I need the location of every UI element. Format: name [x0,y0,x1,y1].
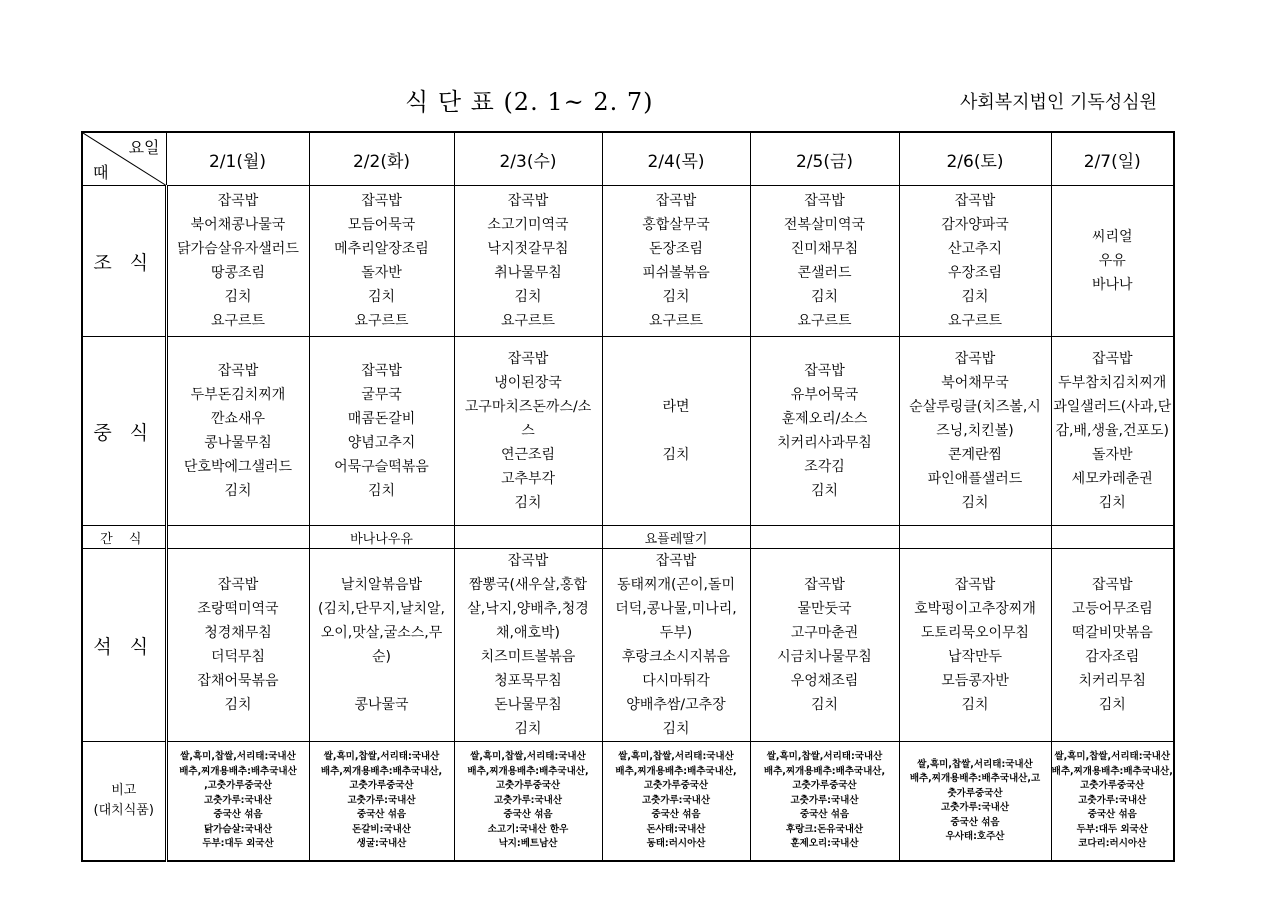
menu-item: 유부어묵국 [790,387,859,403]
snack-cell [899,526,1051,549]
meal-label-breakfast: 조 식 [82,186,166,337]
breakfast-cell [309,186,454,337]
day-header: 2/6(토) [899,132,1051,186]
dinner-cell [166,549,309,742]
corner-day-label: 요일 [128,138,160,157]
note-label-line: 비고 [111,783,137,798]
breakfast-cell [1051,186,1174,337]
menu-item: 스 [521,423,535,439]
breakfast-cell [750,186,899,337]
menu-item: 오이,맛살,굴소스,무 [320,625,443,641]
menu-item: 청경채무침 [204,625,272,641]
menu-item: 돌자반 [1091,447,1133,463]
menu-item: 김치 [961,495,989,511]
menu-item: 납작만두 [947,649,1003,665]
corner-cell [82,132,166,186]
menu-item: 모듬콩자반 [941,673,1009,689]
menu-item: 더덕,콩나물,미나리, [615,601,737,617]
menu-item: 산고추지 [947,241,1003,257]
menu-item: 잡곡밥 [217,193,259,209]
menu-item: 요구르트 [947,313,1003,329]
menu-item: 콘계란찜 [947,447,1003,463]
menu-item: 돈장조림 [648,241,704,257]
menu-item: 쌀,흑미,찹쌀,서리태:국내산 [917,758,1033,770]
menu-item: 닭가슴살:국내산 [203,823,273,835]
menu-item: 돈갈비:국내산 [352,823,411,835]
menu-item: 고구마치즈돈까스/소 [464,399,592,415]
snack-cell: 바나나우유 [309,526,454,549]
menu-item: 요구르트 [354,313,409,329]
menu-item: 잡곡밥 [507,351,549,367]
lunch-cell [750,337,899,526]
menu-item: 순) [372,649,391,665]
day-header: 2/7(일) [1051,132,1174,186]
menu-item: 쌀,흑미,찹쌀,서리태:국내산 [470,751,586,763]
menu-item: 북어채콩나물국 [190,217,286,233]
menu-item: 요구르트 [210,313,266,329]
lunch-cell [454,337,602,526]
snack-cell [166,526,309,549]
note-cell [602,742,750,862]
dinner-cell [454,549,602,742]
menu-item: 피쉬볼볶음 [642,265,710,281]
menu-item: 중국산 섞음 [799,809,850,821]
menu-item: 어묵구슬떡볶음 [334,459,429,475]
menu-item: 잡곡밥 [655,553,697,569]
menu-item: 후랑크소시지볶음 [621,649,731,665]
menu-item: 전복살미역국 [783,217,866,233]
menu-item: 우사태:호주산 [945,831,1005,842]
menu-item: 잡곡밥 [1091,577,1133,593]
menu-item: 김치 [514,721,542,737]
menu-item: 김치 [810,483,839,499]
dinner-cell [309,549,454,742]
lunch-cell [899,337,1051,526]
menu-item: 라면 [662,399,690,415]
menu-item: 다시마튀각 [642,673,710,689]
menu-item: 돌자반 [361,265,402,281]
menu-item: 연근조림 [500,447,556,463]
menu-item: 김치 [224,697,252,713]
menu-item: 콩나물무침 [204,435,272,451]
menu-item: 쌀,흑미,찹쌀,서리태:국내산 [1054,751,1171,763]
menu-item: 김치 [224,289,252,305]
menu-item: 김치 [367,483,396,499]
menu-item: 감자조림 [1085,649,1140,665]
menu-item: 배추,찌개용배추:배추국내산, [763,765,886,777]
menu-item [310,669,454,693]
menu-item: (김치,단무지,날치알, [317,601,445,617]
menu-item: 홍합살무국 [642,217,710,233]
dinner-cell [899,549,1051,742]
note-cell [309,742,454,862]
organization-name: 사회복지법인 기독성심원 [960,92,1157,113]
menu-item: 조각김 [804,459,845,475]
menu-item: 과일샐러드(사과,단 [1053,399,1172,415]
lunch-cell [309,337,454,526]
menu-item: 고춧가루중국산 [1080,780,1145,792]
menu-item: 즈닝,치킨볼) [936,423,1014,439]
menu-item: 청포묵무침 [494,673,562,689]
menu-item: 잡곡밥 [507,553,549,569]
menu-item: 우엉채조림 [790,673,859,689]
menu-item: 짬뽕국(새우살,홍합 [468,577,588,593]
note-row [82,742,1174,862]
weekly-menu-table [81,131,1175,862]
menu-item: 쌀,흑미,찹쌀,서리태:국내산 [618,751,734,763]
menu-item: 냉이된장국 [494,375,562,391]
menu-item: 중국산 섞음 [356,809,407,821]
menu-item: 김치 [961,289,989,305]
menu-item: 춧가루중국산 [947,787,1003,799]
menu-item: 우유 [1098,253,1126,269]
menu-item: 쌀,흑미,찹쌀,서리태:국내산 [323,751,440,763]
breakfast-cell [602,186,750,337]
menu-item: 고춧가루:국내산 [1078,794,1147,806]
menu-item: 김치 [810,697,839,713]
menu-item: 양념고추지 [347,435,416,451]
menu-item: 고구마춘권 [790,625,859,641]
breakfast-cell [166,186,309,337]
menu-item: 돈나물무침 [494,697,562,713]
menu-item: 잡곡밥 [804,363,845,379]
snack-cell [750,526,899,549]
menu-item: 고등어무조림 [1071,601,1153,617]
menu-item: 동태:러시아산 [646,838,706,850]
meal-label-dinner: 석 식 [82,549,166,742]
menu-item: 메추리알장조림 [334,241,429,257]
menu-item: 잡곡밥 [954,193,996,209]
menu-item: 요구르트 [500,313,556,329]
menu-item: 중국산 섞음 [950,816,1000,828]
menu-item: 채,애호박) [495,625,560,641]
menu-item: 김치 [961,697,989,713]
menu-item: 고춧가루:국내산 [940,802,1010,813]
menu-item: 매콤돈갈비 [347,411,416,427]
menu-item: 코다리:러시아산 [1078,838,1147,850]
note-cell [899,742,1051,862]
breakfast-cell [899,186,1051,337]
menu-item: 김치 [514,289,542,305]
menu-item: 호박펑이고추장찌개 [914,601,1036,617]
note-cell [750,742,899,862]
snack-row [82,526,1174,549]
dinner-cell [602,549,750,742]
menu-item: 잡곡밥 [804,193,845,209]
menu-item: 깐쇼새우 [210,411,266,427]
menu-item: 김치 [1098,697,1126,713]
menu-item: 김치 [224,483,252,499]
menu-item: 진미채무침 [790,241,859,257]
menu-item: 요구르트 [648,313,704,329]
menu-item: 낙지젓갈무침 [487,241,569,257]
menu-item: 단호박에그샐러드 [183,459,293,475]
menu-item: 고춧가루중국산 [792,780,857,792]
menu-item: 치즈미트볼볶음 [480,649,576,665]
menu-item: 중국산 섞음 [503,809,553,821]
breakfast-cell [454,186,602,337]
corner-meal-label: 때 [93,163,109,182]
snack-cell [454,526,602,549]
menu-item: 치커리사과무침 [777,435,872,451]
menu-item: 고춧가루:국내산 [347,794,416,806]
menu-item: 배추,찌개용배추:배추국내산,고 [909,773,1041,784]
note-cell [1051,742,1174,862]
menu-item: 두부참치김치찌개 [1058,375,1167,391]
meal-label-snack: 간 식 [82,526,166,549]
menu-item: 양배추쌈/고추장 [626,697,726,713]
day-header: 2/3(수) [454,132,602,186]
meal-label-note [82,742,166,862]
note-cell [454,742,602,862]
menu-item: 요구르트 [797,313,852,329]
dinner-row [82,549,1174,742]
menu-item: 세모카레춘권 [1071,471,1153,487]
menu-item: 잡곡밥 [217,363,259,379]
menu-item: 잡곡밥 [217,577,259,593]
menu-item: 치커리무침 [1078,673,1147,689]
menu-item: 김치 [662,721,690,737]
menu-item: 감,배,생율,건포도) [1055,423,1169,439]
day-header: 2/2(화) [309,132,454,186]
menu-item: 배추,찌개용배추:배추국내산, [467,765,589,777]
menu-item: 동태찌개(곤이,돌미 [616,577,736,593]
lunch-row [82,337,1174,526]
dinner-cell [1051,549,1174,742]
menu-item: 훈제오리/소스 [781,411,868,427]
menu-item: 배추,찌개용배추:배추국내산 [179,765,297,777]
page-title: 식 단 표 (2. 1~ 2. 7) [405,88,654,116]
menu-item: 감자양파국 [941,217,1009,233]
menu-item: 배추,찌개용배추:배추국내산, [320,765,443,777]
menu-item: 생굴:국내산 [356,838,407,850]
menu-item: 고춧가루중국산 [495,780,561,792]
menu-item: 중국산 섞음 [213,809,263,821]
menu-item: 김치 [514,495,542,511]
menu-item: 김치 [367,289,396,305]
menu-item: 잡곡밥 [954,577,996,593]
menu-item: 소고기:국내산 한우 [487,823,569,835]
day-header: 2/5(금) [750,132,899,186]
menu-item: 날치알볶음밥 [340,577,423,593]
menu-item: 콩나물국 [354,697,409,713]
menu-item: 잡곡밥 [954,351,996,367]
menu-item: 두부:대두 외국산 [1076,823,1148,835]
menu-item: 잡곡밥 [804,577,845,593]
menu-item: 후랑크:돈유국내산 [785,823,864,835]
dinner-cell [750,549,899,742]
menu-item: 잡곡밥 [1091,351,1133,367]
menu-item: 잡곡밥 [361,193,402,209]
menu-item: 고춧가루:국내산 [203,794,273,806]
menu-item: 쌀,흑미,찹쌀,서리태:국내산 [180,751,296,763]
menu-item: 배추,찌개용배추:배추국내산, [615,765,737,777]
menu-item: 콘샐러드 [797,265,852,281]
menu-item: 김치 [1098,495,1126,511]
menu-item: 두부:대두 외국산 [202,838,274,850]
menu-item: 잡곡밥 [361,363,402,379]
lunch-cell [602,337,750,526]
menu-item: 굴무국 [361,387,402,403]
menu-item: 조랑떡미역국 [197,601,279,617]
menu-item: 더덕무침 [210,649,266,665]
menu-item: 땅콩조림 [210,265,266,281]
menu-item: 잡채어묵볶음 [197,673,279,689]
menu-item: 바나나 [1091,277,1133,293]
day-header: 2/4(목) [602,132,750,186]
menu-item: 고추부각 [500,471,556,487]
menu-item: 순살루링클(치즈볼,시 [909,399,1041,415]
menu-item: 고춧가루:국내산 [641,794,711,806]
day-header: 2/1(월) [166,132,309,186]
menu-item: 북어채무국 [941,375,1009,391]
menu-item: 취나물무침 [494,265,562,281]
snack-cell [1051,526,1174,549]
snack-cell: 요플레딸기 [602,526,750,549]
menu-item: 고춧가루중국산 [643,780,709,792]
header-row [82,132,1174,186]
menu-item: 중국산 섞음 [651,809,701,821]
menu-item: 소고기미역국 [487,217,569,233]
note-cell [166,742,309,862]
menu-item: 물만둣국 [797,601,852,617]
menu-item: 두부돈김치찌개 [190,387,286,403]
menu-item: 고춧가루중국산 [349,780,414,792]
menu-item: 김치 [662,447,690,463]
menu-item: 김치 [662,289,690,305]
menu-item [603,419,750,443]
menu-item: 훈제오리:국내산 [790,838,859,850]
menu-item: 잡곡밥 [507,193,549,209]
menu-item: 시금치나물무침 [777,649,872,665]
menu-item: 배추,찌개용배추:배추국내산, [1051,765,1173,777]
menu-item: 살,낙지,양배추,청경 [467,601,589,617]
menu-item: 씨리얼 [1091,229,1133,245]
menu-item: 중국산 섞음 [1087,809,1137,821]
menu-item: 잡곡밥 [655,193,697,209]
menu-item: 고춧가루:국내산 [493,794,563,806]
menu-item: 고춧가루:국내산 [790,794,859,806]
menu-item: 쌀,흑미,찹쌀,서리태:국내산 [766,751,883,763]
menu-item: 두부) [659,625,693,641]
meal-label-lunch: 중 식 [82,337,166,526]
breakfast-row [82,186,1174,337]
lunch-cell [1051,337,1174,526]
menu-item: 낙지:베트남산 [498,838,558,850]
menu-item: 김치 [810,289,839,305]
menu-item: 도토리묵오이무침 [920,625,1030,641]
lunch-cell [166,337,309,526]
menu-item: 모듬어묵국 [347,217,416,233]
menu-item: 파인애플샐러드 [927,471,1023,487]
menu-item: ,고춧가루중국산 [204,780,272,792]
menu-item: 떡갈비맛볶음 [1071,625,1153,641]
menu-item: 돈사태:국내산 [646,823,706,835]
note-label-line: (대치식품) [93,803,154,818]
menu-item: 닭가슴살유자샐러드 [177,241,299,257]
menu-item: 우장조림 [947,265,1003,281]
